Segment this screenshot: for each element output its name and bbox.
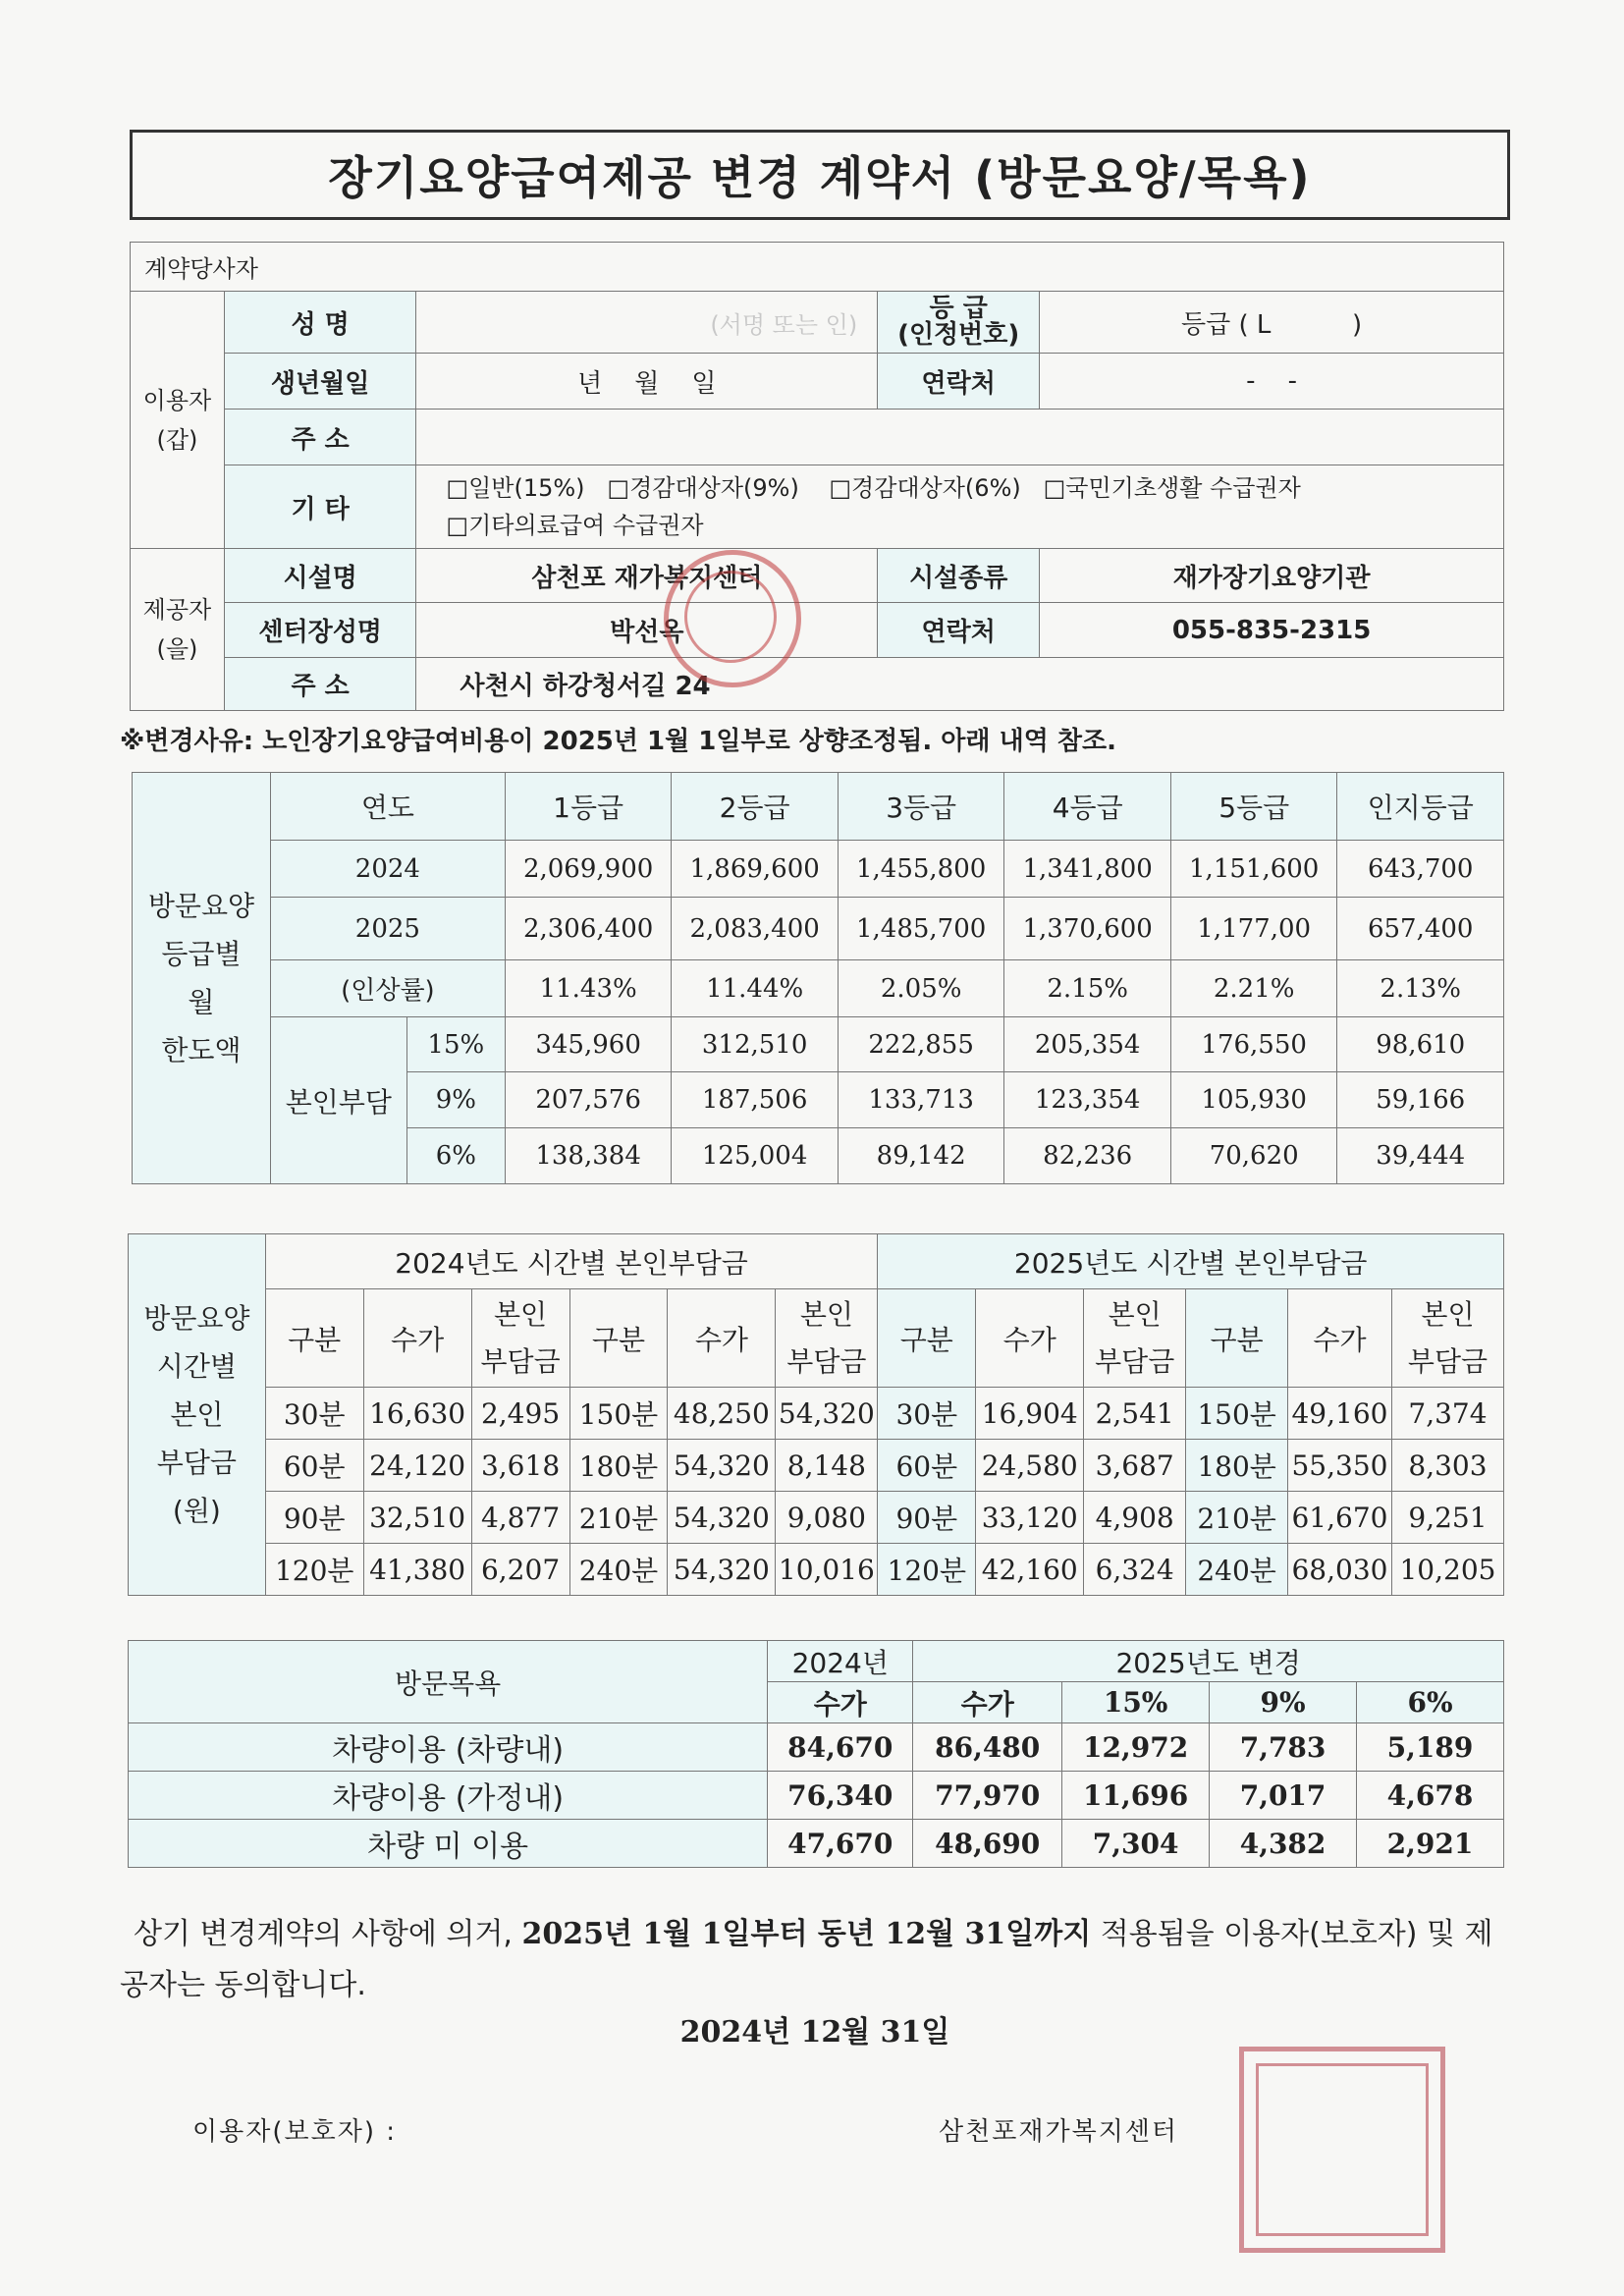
cell: 7,304 xyxy=(1062,1820,1210,1868)
cell: 61,670 xyxy=(1288,1492,1392,1544)
provider-address-label: 주 소 xyxy=(224,658,416,711)
cell: 3,618 xyxy=(471,1440,569,1492)
col-suga: 수가 xyxy=(668,1289,776,1388)
time-copay-side-label: 방문요양 시간별 본인 부담금 (원) xyxy=(129,1234,266,1596)
grade-header: 4등급 xyxy=(1004,773,1171,841)
provider-label: 제공자 (을) xyxy=(131,549,225,711)
cell: 8,303 xyxy=(1391,1440,1503,1492)
col-gubun: 구분 xyxy=(569,1289,668,1388)
beneficiary-type-options[interactable] xyxy=(416,465,1504,549)
cell: 1,455,800 xyxy=(838,841,1004,898)
table-row xyxy=(129,1388,1504,1440)
facility-type-value: 재가장기요양기관 xyxy=(1040,549,1504,603)
grade-header: 2등급 xyxy=(672,773,839,841)
header-2024: 2024년도 시간별 본인부담금 xyxy=(265,1234,878,1289)
cell: 98,610 xyxy=(1337,1017,1504,1072)
cell: 42,160 xyxy=(976,1544,1084,1596)
provider-contact-label: 연락처 xyxy=(878,603,1040,658)
table-row xyxy=(129,1723,1504,1772)
table-row xyxy=(133,960,1504,1017)
cell: 9,251 xyxy=(1391,1492,1503,1544)
cell: 90분 xyxy=(265,1492,363,1544)
row-label: 차량이용 (차량내) xyxy=(129,1723,768,1772)
cell: 48,690 xyxy=(913,1820,1062,1868)
user-contact-label: 연락처 xyxy=(878,354,1040,410)
row-label: 차량이용 (가정내) xyxy=(129,1772,768,1820)
cell: 24,580 xyxy=(976,1440,1084,1492)
name-signature-field[interactable]: (서명 또는 인) xyxy=(416,292,878,354)
grade-header: 1등급 xyxy=(505,773,672,841)
cell: 82,236 xyxy=(1004,1128,1171,1184)
provider-contact-value: 055-835-2315 xyxy=(1040,603,1504,658)
user-signature-label: 이용자(보호자) : xyxy=(192,2117,398,2147)
cell: 49,160 xyxy=(1288,1388,1392,1440)
cell: 6,207 xyxy=(471,1544,569,1596)
col-suga: 수가 xyxy=(976,1289,1084,1388)
cell: 11,696 xyxy=(1062,1772,1210,1820)
bath-label: 방문목욕 xyxy=(129,1641,768,1723)
cell: 345,960 xyxy=(505,1017,672,1072)
rate-label: 6% xyxy=(406,1128,505,1184)
options-line-2[interactable]: □기타의료급여 수급권자 xyxy=(446,512,704,539)
cell: 9,080 xyxy=(776,1492,878,1544)
grade-header: 5등급 xyxy=(1170,773,1337,841)
cell: 2.21% xyxy=(1170,960,1337,1017)
bath-suga-2025: 수가 xyxy=(913,1682,1062,1723)
cell: 30분 xyxy=(878,1388,976,1440)
table-row xyxy=(133,1017,1504,1072)
row-label: 2025 xyxy=(270,898,505,960)
grade-value: 등급 ( L ) xyxy=(1040,292,1504,354)
etc-label: 기 타 xyxy=(224,465,416,549)
bath-year-2025: 2025년도 변경 xyxy=(913,1641,1504,1682)
agreement-text xyxy=(120,1909,1514,2011)
cell: 2,921 xyxy=(1357,1820,1504,1868)
change-reason: ※변경사유: 노인장기요양급여비용이 2025년 1월 1일부로 상향조정됨. 아래 내역 참조. xyxy=(120,727,1116,756)
cell: 125,004 xyxy=(672,1128,839,1184)
cell: 4,877 xyxy=(471,1492,569,1544)
col-copay: 본인 부담금 xyxy=(1391,1289,1503,1388)
seal-stamp xyxy=(664,550,801,687)
cell: 120분 xyxy=(265,1544,363,1596)
user-address-label: 주 소 xyxy=(224,410,416,465)
cell: 207,576 xyxy=(505,1072,672,1128)
facility-name-value: 삼천포 재가복지센터 xyxy=(416,549,878,603)
time-copay-table xyxy=(128,1233,1504,1596)
cell: 2,495 xyxy=(471,1388,569,1440)
director-value: 박선옥 xyxy=(416,603,878,658)
cell: 1,370,600 xyxy=(1004,898,1171,960)
birth-label: 생년월일 xyxy=(224,354,416,410)
cell: 16,630 xyxy=(363,1388,471,1440)
cell: 240분 xyxy=(569,1544,668,1596)
cell: 643,700 xyxy=(1337,841,1504,898)
provider-signature-label: 삼천포재가복지센터 xyxy=(939,2117,1179,2147)
cell: 210분 xyxy=(569,1492,668,1544)
cell: 55,350 xyxy=(1288,1440,1392,1492)
contract-date: 2024년 12월 31일 xyxy=(679,2015,950,2050)
bath-year-2024: 2024년 xyxy=(768,1641,913,1682)
cell: 48,250 xyxy=(668,1388,776,1440)
cell: 47,670 xyxy=(768,1820,913,1868)
cell: 41,380 xyxy=(363,1544,471,1596)
cell: 4,382 xyxy=(1210,1820,1357,1868)
table-row xyxy=(129,1820,1504,1868)
cell: 222,855 xyxy=(838,1017,1004,1072)
cell: 24,120 xyxy=(363,1440,471,1492)
cell: 59,166 xyxy=(1337,1072,1504,1128)
cell: 86,480 xyxy=(913,1723,1062,1772)
col-copay: 본인 부담금 xyxy=(471,1289,569,1388)
bath-table xyxy=(128,1640,1504,1868)
bath-rate: 9% xyxy=(1210,1682,1357,1723)
cell: 60분 xyxy=(878,1440,976,1492)
cell: 4,908 xyxy=(1084,1492,1186,1544)
grade-header: 3등급 xyxy=(838,773,1004,841)
cell: 187,506 xyxy=(672,1072,839,1128)
cell: 70,620 xyxy=(1170,1128,1337,1184)
col-copay: 본인 부담금 xyxy=(776,1289,878,1388)
cell: 60분 xyxy=(265,1440,363,1492)
cell: 150분 xyxy=(1186,1388,1288,1440)
cell: 7,374 xyxy=(1391,1388,1503,1440)
cell: 54,320 xyxy=(668,1440,776,1492)
cell: 2,083,400 xyxy=(672,898,839,960)
cell: 32,510 xyxy=(363,1492,471,1544)
copay-label: 본인부담 xyxy=(270,1017,406,1184)
cell: 180분 xyxy=(569,1440,668,1492)
cell: 150분 xyxy=(569,1388,668,1440)
official-seal-stamp xyxy=(1239,2047,1445,2253)
cell: 1,485,700 xyxy=(838,898,1004,960)
cell: 90분 xyxy=(878,1492,976,1544)
name-label: 성 명 xyxy=(224,292,416,354)
grade-label: 등 급 (인정번호) xyxy=(878,292,1040,354)
cell: 11.43% xyxy=(505,960,672,1017)
cell: 5,189 xyxy=(1357,1723,1504,1772)
user-contact-value: - - xyxy=(1040,354,1504,410)
monthly-limit-side-label: 방문요양 등급별 월 한도액 xyxy=(133,773,271,1184)
cell: 68,030 xyxy=(1288,1544,1392,1596)
cell: 7,017 xyxy=(1210,1772,1357,1820)
table-row xyxy=(129,1544,1504,1596)
parties-table xyxy=(130,242,1504,711)
cell: 54,320 xyxy=(776,1388,878,1440)
header-2025: 2025년도 시간별 본인부담금 xyxy=(878,1234,1504,1289)
cell: 77,970 xyxy=(913,1772,1062,1820)
agreement-part-1: 상기 변경계약의 사항에 의거, xyxy=(134,1917,522,1951)
col-gubun: 구분 xyxy=(878,1289,976,1388)
document-title: 장기요양급여제공 변경 계약서 (방문요양/목욕) xyxy=(130,130,1510,220)
birth-value: 년 월 일 xyxy=(416,354,878,410)
cell: 180분 xyxy=(1186,1440,1288,1492)
table-row xyxy=(129,1440,1504,1492)
cell: 4,678 xyxy=(1357,1772,1504,1820)
table-row xyxy=(129,1772,1504,1820)
row-label: 차량 미 이용 xyxy=(129,1820,768,1868)
cell: 54,320 xyxy=(668,1492,776,1544)
cell: 10,016 xyxy=(776,1544,878,1596)
col-suga: 수가 xyxy=(363,1289,471,1388)
col-gubun: 구분 xyxy=(1186,1289,1288,1388)
cell: 12,972 xyxy=(1062,1723,1210,1772)
cell: 312,510 xyxy=(672,1017,839,1072)
cell: 54,320 xyxy=(668,1544,776,1596)
cell: 30분 xyxy=(265,1388,363,1440)
cell: 123,354 xyxy=(1004,1072,1171,1128)
year-header: 연도 xyxy=(270,773,505,841)
cell: 2,306,400 xyxy=(505,898,672,960)
agreement-period: 2025년 1월 1일부터 동년 12월 31일까지 xyxy=(521,1917,1092,1951)
rate-label: 9% xyxy=(406,1072,505,1128)
cell: 2.15% xyxy=(1004,960,1171,1017)
facility-name-label: 시설명 xyxy=(224,549,416,603)
cell: 138,384 xyxy=(505,1128,672,1184)
cell: 1,177,00 xyxy=(1170,898,1337,960)
monthly-limit-table xyxy=(132,772,1504,1184)
grade-header: 인지등급 xyxy=(1337,773,1504,841)
cell: 133,713 xyxy=(838,1072,1004,1128)
cell: 210분 xyxy=(1186,1492,1288,1544)
cell: 2.05% xyxy=(838,960,1004,1017)
cell: 176,550 xyxy=(1170,1017,1337,1072)
provider-address-value: 사천시 하강청서길 24 xyxy=(416,658,1504,711)
cell: 39,444 xyxy=(1337,1128,1504,1184)
row-label: 2024 xyxy=(270,841,505,898)
cell: 7,783 xyxy=(1210,1723,1357,1772)
cell: 89,142 xyxy=(838,1128,1004,1184)
col-suga: 수가 xyxy=(1288,1289,1392,1388)
cell: 84,670 xyxy=(768,1723,913,1772)
cell: 1,869,600 xyxy=(672,841,839,898)
cell: 2,069,900 xyxy=(505,841,672,898)
cell: 205,354 xyxy=(1004,1017,1171,1072)
col-gubun: 구분 xyxy=(265,1289,363,1388)
cell: 2,541 xyxy=(1084,1388,1186,1440)
facility-type-label: 시설종류 xyxy=(878,549,1040,603)
cell: 6,324 xyxy=(1084,1544,1186,1596)
rate-label: 15% xyxy=(406,1017,505,1072)
agreement-part-3: 적용됨을 이용자(보호자) 및 제공자는 동의합니다. xyxy=(120,1917,1493,2002)
cell: 240분 xyxy=(1186,1544,1288,1596)
cell: 33,120 xyxy=(976,1492,1084,1544)
cell: 11.44% xyxy=(672,960,839,1017)
cell: 16,904 xyxy=(976,1388,1084,1440)
parties-section-label: 계약당사자 xyxy=(131,243,1504,292)
options-line-1[interactable]: □일반(15%) □경감대상자(9%) □경감대상자(6%) □국민기초생활 수급권자 xyxy=(446,474,1301,502)
table-row xyxy=(129,1492,1504,1544)
cell: 8,148 xyxy=(776,1440,878,1492)
cell: 2.13% xyxy=(1337,960,1504,1017)
user-address-value xyxy=(416,410,1504,465)
cell: 105,930 xyxy=(1170,1072,1337,1128)
cell: 1,341,800 xyxy=(1004,841,1171,898)
bath-suga-2024: 수가 xyxy=(768,1682,913,1723)
col-copay: 본인 부담금 xyxy=(1084,1289,1186,1388)
table-row xyxy=(133,898,1504,960)
cell: 120분 xyxy=(878,1544,976,1596)
cell: 10,205 xyxy=(1391,1544,1503,1596)
cell: 1,151,600 xyxy=(1170,841,1337,898)
user-label: 이용자 (갑) xyxy=(131,292,225,549)
cell: 657,400 xyxy=(1337,898,1504,960)
bath-rate: 6% xyxy=(1357,1682,1504,1723)
row-label: (인상률) xyxy=(270,960,505,1017)
cell: 3,687 xyxy=(1084,1440,1186,1492)
table-row xyxy=(133,841,1504,898)
cell: 76,340 xyxy=(768,1772,913,1820)
director-label: 센터장성명 xyxy=(224,603,416,658)
bath-rate: 15% xyxy=(1062,1682,1210,1723)
